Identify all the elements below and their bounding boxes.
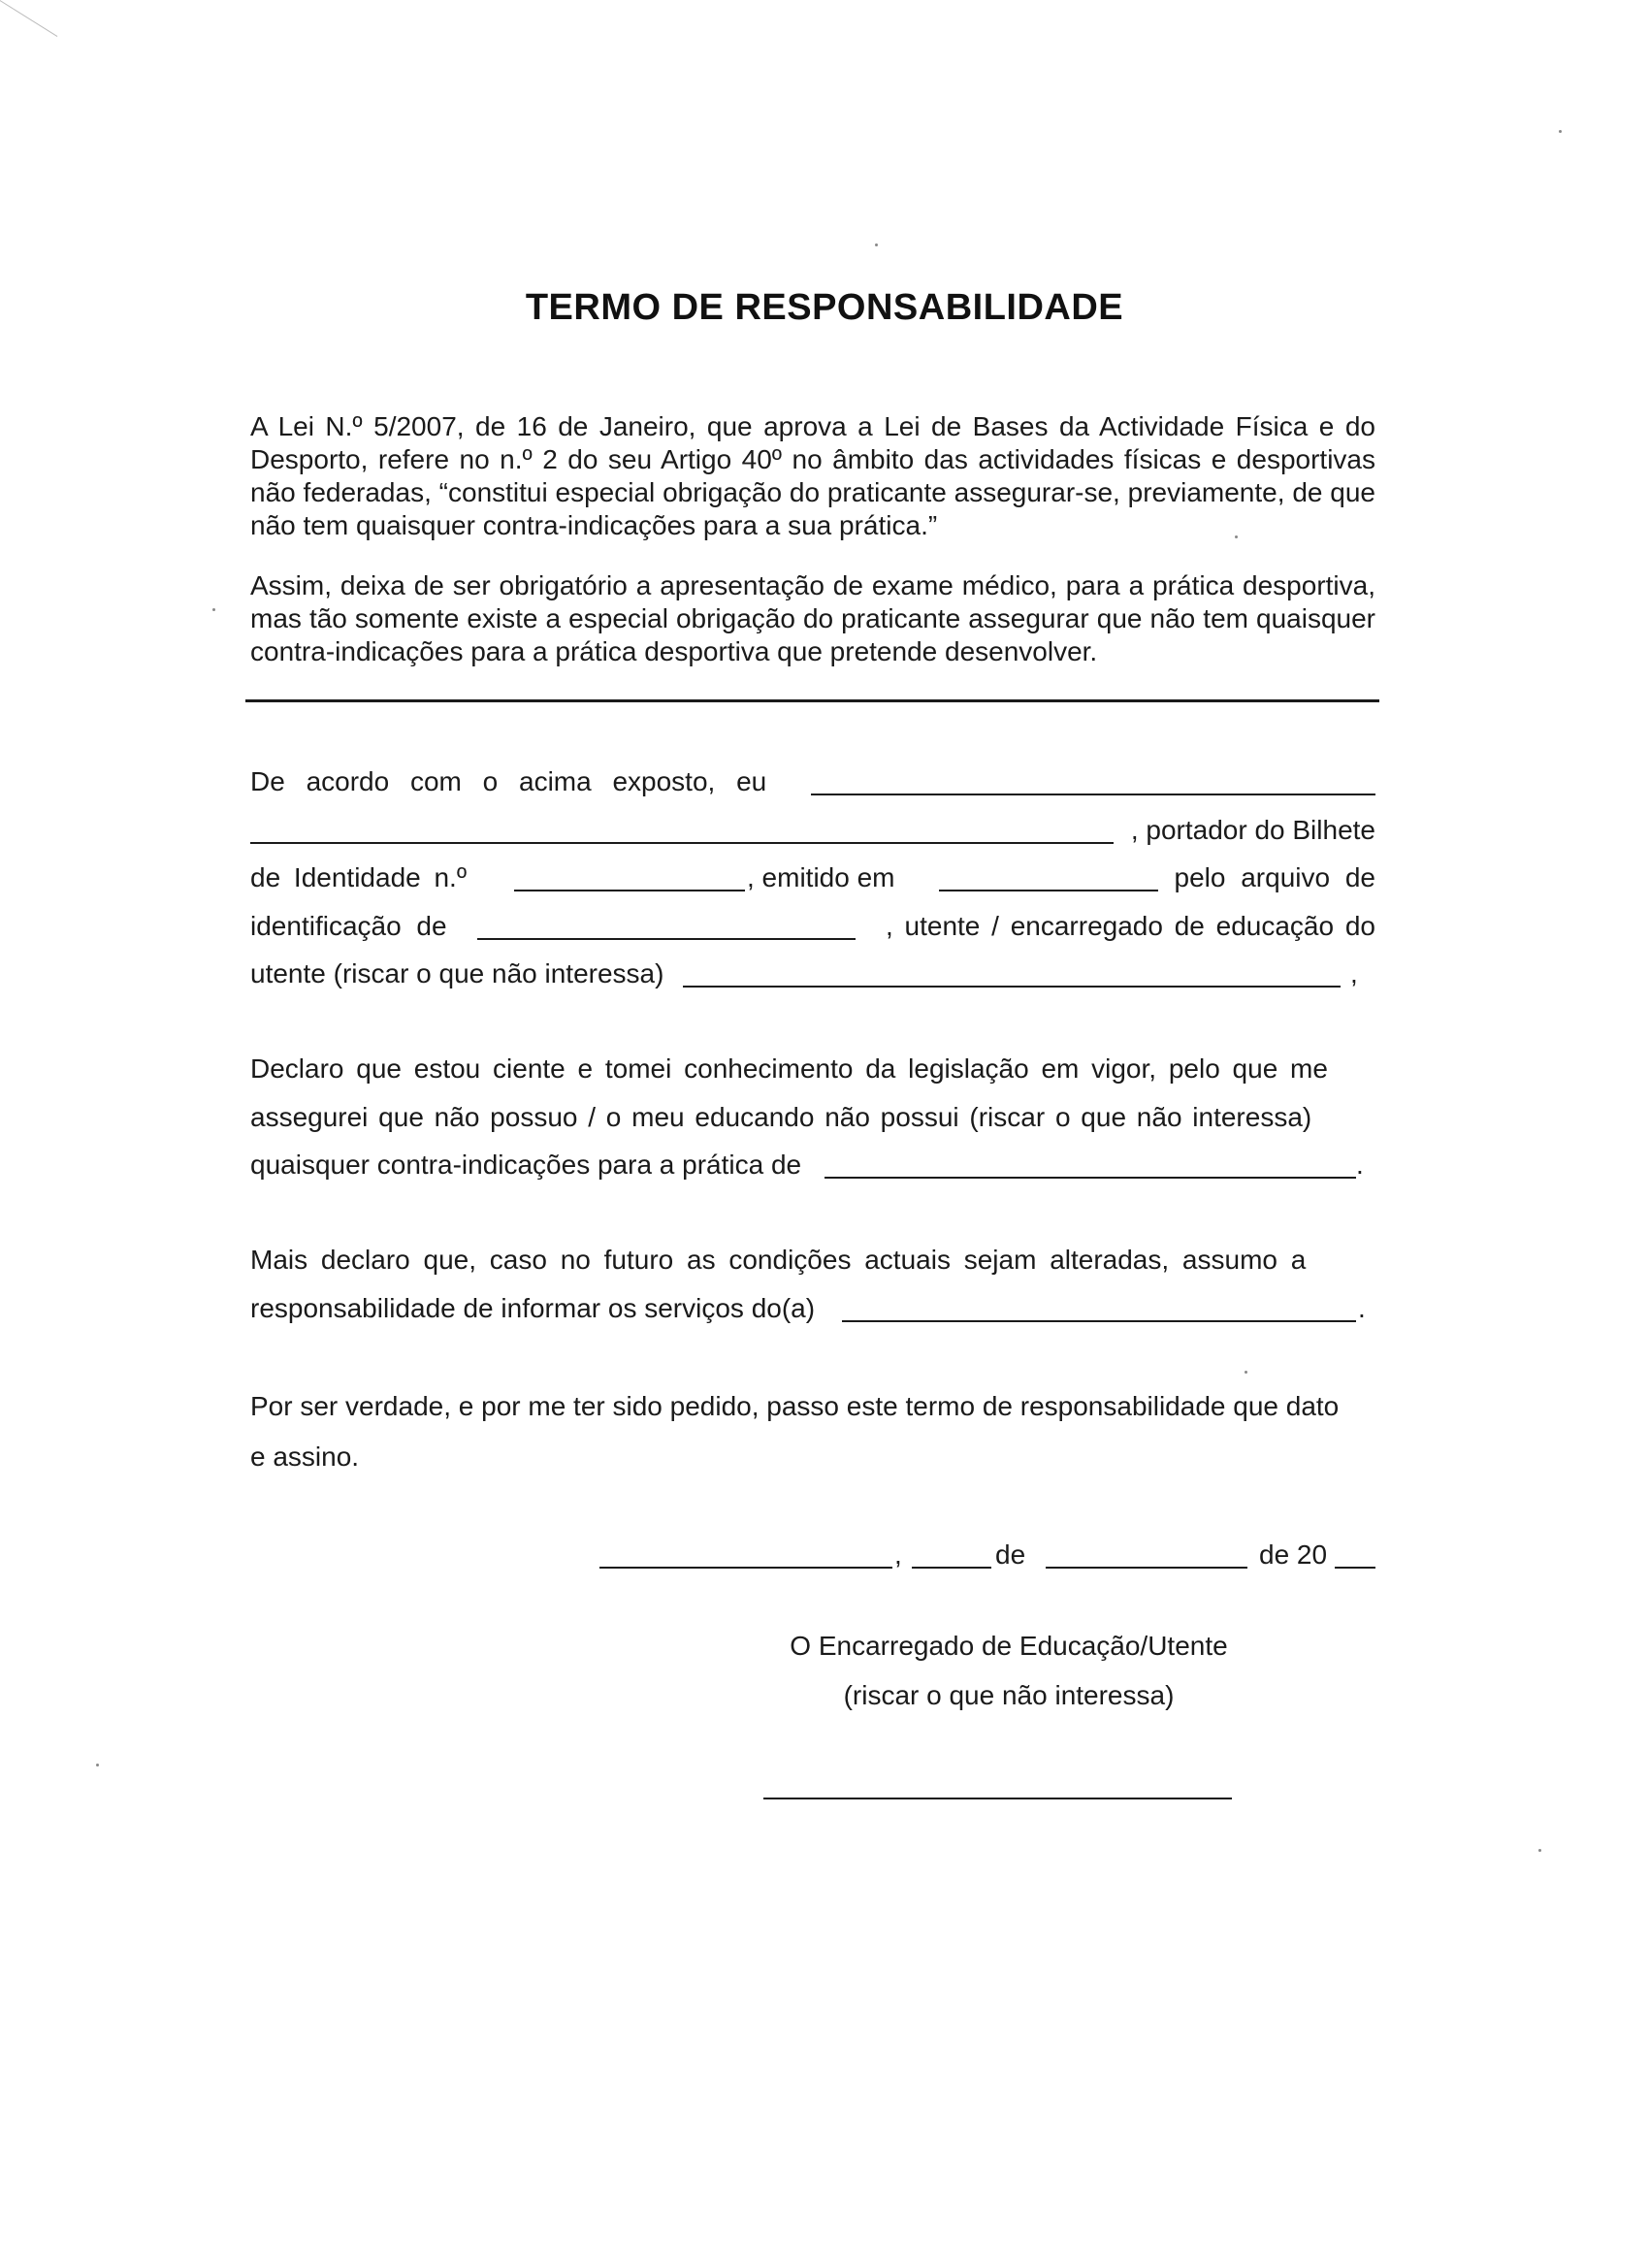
scan-speck [212, 608, 215, 611]
scan-speck [875, 243, 878, 246]
scan-speck [96, 1764, 99, 1766]
declaration-row-1 [250, 1050, 1375, 1088]
form-text-user-guardian: , utente / encarregado de educação do [885, 911, 1375, 941]
form-text-issued: , emitido em [747, 862, 895, 892]
services-blank[interactable] [842, 1320, 1356, 1322]
signature-note: (riscar o que não interessa) [843, 1680, 1175, 1710]
scan-speck [1245, 1371, 1247, 1374]
form-row-identification [250, 907, 1375, 946]
exam-paragraph: Assim, deixa de ser obrigatório a apresentação de exame médico, para a prática desportiva, mas tão somente existe a especial obrigação do praticante assegurar que não tem quaisquer contra-indicações para a prática desportiva que pretende desenvolver. [250, 570, 1375, 666]
declaration-text-2: assegurei que não possuo / o meu educando não possui (riscar o que não interessa) [250, 1102, 1312, 1132]
declaration-text-1: Declaro que estou ciente e tomei conhecimento da legislação em vigor, pelo que me [250, 1053, 1328, 1084]
declaration-row-3 [250, 1146, 1375, 1184]
scan-speck [1538, 1849, 1541, 1852]
document-title: TERMO DE RESPONSABILIDADE [525, 287, 1124, 328]
declaration-row-2 [250, 1098, 1375, 1137]
form-text-strike: utente (riscar o que não interessa) [250, 958, 664, 988]
further-text-2: responsabilidade de informar os serviços do(a) [250, 1293, 816, 1323]
form-text-bearer: , portador do Bilhete [1130, 815, 1375, 845]
truth-text-1: Por ser verdade, e por me ter sido pedido, passo este termo de responsabilidade que dato [250, 1391, 1340, 1421]
date-de-2: de 20 [1259, 1539, 1328, 1570]
truth-row-1 [250, 1387, 1375, 1426]
signature-role: O Encarregado de Educação/Utente [790, 1631, 1228, 1661]
practice-blank[interactable] [824, 1177, 1356, 1179]
further-period: . [1358, 1293, 1366, 1323]
form-row-bearer [250, 811, 1375, 850]
form-row-user [250, 955, 1375, 993]
date-de-1: de [995, 1539, 1026, 1570]
truth-text-2: e assino. [250, 1442, 360, 1472]
section-divider [245, 699, 1379, 702]
name-continuation-blank[interactable] [250, 842, 1114, 844]
name-blank-line[interactable] [811, 794, 1375, 795]
user-name-blank[interactable] [683, 986, 1341, 988]
signature-line[interactable] [763, 1798, 1232, 1799]
further-text-1: Mais declaro que, caso no futuro as condições actuais sejam alteradas, assumo a [250, 1245, 1307, 1275]
form-row-id [250, 859, 1375, 897]
further-row-1 [250, 1241, 1375, 1280]
scan-corner-mark [0, 0, 57, 70]
further-row-2 [250, 1289, 1375, 1328]
declaration-text-3: quaisquer contra-indicações para a prática de [250, 1150, 802, 1180]
scan-speck [1235, 535, 1238, 538]
form-text-identification: identificação de [250, 911, 447, 941]
archive-location-blank[interactable] [477, 938, 856, 940]
form-text-archive: pelo arquivo de [1174, 862, 1375, 892]
form-text-id-number: de Identidade n.º [250, 862, 468, 892]
place-blank[interactable] [599, 1567, 892, 1569]
law-paragraph: A Lei N.º 5/2007, de 16 de Janeiro, que aprova a Lei de Bases da Actividade Física e do Desporto, refere no n.º 2 do seu Artigo 40º no âmbito das actividades físicas e desportivas não federadas, “constitui especial obrigação do praticante assegurar-se, previamente, de que não tem quaisquer contra-indicações para a sua prática.” [250, 411, 1375, 540]
day-blank[interactable] [912, 1567, 991, 1569]
date-comma: , [894, 1539, 902, 1570]
form-text-agreement: De acordo com o acima exposto, eu [250, 766, 767, 796]
year-blank[interactable] [1335, 1567, 1375, 1569]
scan-speck [1559, 130, 1562, 133]
id-number-blank[interactable] [514, 890, 745, 891]
date-row [599, 1536, 1375, 1574]
truth-row-2 [250, 1438, 1375, 1476]
issue-date-blank[interactable] [939, 890, 1158, 891]
form-text-comma: , [1350, 958, 1358, 988]
form-row-name [250, 762, 1375, 801]
month-blank[interactable] [1046, 1567, 1247, 1569]
declaration-period: . [1356, 1150, 1364, 1180]
